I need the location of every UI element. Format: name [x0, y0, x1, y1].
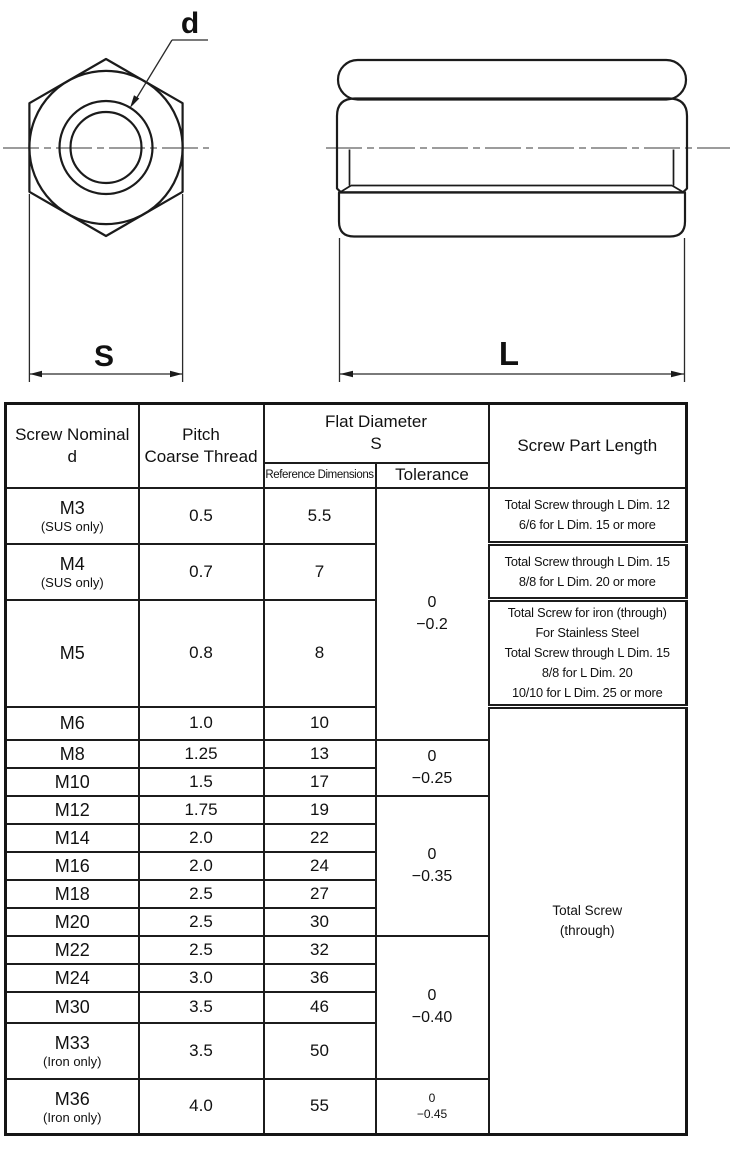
- inscribed-chamfer-circle: [29, 71, 182, 224]
- header-flat-diameter-line1: Flat Diameter: [324, 412, 428, 432]
- header-reference-dimensions: Reference Dimensions: [264, 463, 376, 488]
- cell-tolerance-group-5: 0 −0.45: [376, 1079, 489, 1135]
- cell-ref-dim: 32: [264, 936, 376, 964]
- cell-ref-dim: 22: [264, 824, 376, 852]
- cell-ref-dim: 46: [264, 992, 376, 1023]
- table-row: [6, 600, 687, 707]
- s-arrowhead-left: [30, 371, 42, 378]
- l-arrowhead-right: [671, 371, 684, 378]
- cell-tolerance-group-2: 0 −0.25: [376, 740, 489, 796]
- cell-part-length-m3: Total Screw through L Dim. 12 6/6 for L Dim. 15 or more: [489, 488, 687, 544]
- header-pitch-line2: Coarse Thread: [144, 446, 258, 466]
- cell-pitch: 4.0: [139, 1079, 264, 1135]
- width-across-flats-label: S: [93, 340, 115, 373]
- header-pitch-line1: Pitch: [182, 424, 220, 444]
- header-screw-part-length: Screw Part Length: [489, 404, 687, 488]
- cell-name: M24: [6, 964, 139, 992]
- table-row: [6, 707, 687, 740]
- header-screw-nominal: [6, 404, 139, 488]
- cell-ref-dim: 17: [264, 768, 376, 796]
- cell-ref-dim: 8: [264, 600, 376, 707]
- cell-pitch: 0.5: [139, 488, 264, 544]
- cell-name: M14: [6, 824, 139, 852]
- hexagon-outline: [29, 59, 182, 236]
- cell-name: M30: [6, 992, 139, 1023]
- cell-pitch: 2.5: [139, 936, 264, 964]
- cell-pitch: 2.5: [139, 908, 264, 936]
- cell-name: M8: [6, 740, 139, 768]
- cell-name: M6: [6, 707, 139, 740]
- cell-ref-dim: 5.5: [264, 488, 376, 544]
- header-screw-nominal-line1: Screw Nominal: [15, 424, 130, 444]
- cell-pitch: 1.5: [139, 768, 264, 796]
- cell-ref-dim: 30: [264, 908, 376, 936]
- cell-name: M3 (SUS only): [6, 488, 139, 544]
- cell-pitch: 3.5: [139, 992, 264, 1023]
- cell-tolerance-group-3: 0 −0.35: [376, 796, 489, 936]
- side-view-bottom-face: [339, 193, 685, 237]
- technical-drawing: [0, 0, 731, 396]
- cell-name: M5: [6, 600, 139, 707]
- cell-part-length-merged: Total Screw (through): [489, 707, 687, 1135]
- cell-name: M33 (Iron only): [6, 1023, 139, 1079]
- cell-name: M36 (Iron only): [6, 1079, 139, 1135]
- header-flat-diameter: [264, 404, 489, 463]
- cell-ref-dim: 7: [264, 544, 376, 600]
- d-leader-arrowhead: [130, 95, 139, 108]
- cell-ref-dim: 50: [264, 1023, 376, 1079]
- chamfer-diagonal-right: [672, 186, 683, 193]
- cell-name: M4 (SUS only): [6, 544, 139, 600]
- cell-tolerance-group-1: 0 −0.2: [376, 488, 489, 740]
- cell-pitch: 3.0: [139, 964, 264, 992]
- side-view-middle-face: [337, 99, 687, 193]
- cell-ref-dim: 13: [264, 740, 376, 768]
- l-arrowhead-left: [340, 371, 353, 378]
- spec-table: [4, 402, 688, 1136]
- cell-ref-dim: 27: [264, 880, 376, 908]
- table-row: [6, 544, 687, 600]
- cell-ref-dim: 36: [264, 964, 376, 992]
- s-arrowhead-right: [170, 371, 182, 378]
- cell-name: M18: [6, 880, 139, 908]
- cell-ref-dim: 19: [264, 796, 376, 824]
- hole-diameter-label: d: [180, 7, 200, 40]
- header-flat-diameter-line2: S: [370, 434, 382, 454]
- chamfer-diagonal-left: [341, 186, 352, 193]
- table-row: [6, 488, 687, 544]
- cell-pitch: 0.8: [139, 600, 264, 707]
- cell-pitch: 2.0: [139, 852, 264, 880]
- cell-name: M12: [6, 796, 139, 824]
- cell-pitch: 3.5: [139, 1023, 264, 1079]
- cell-pitch: 0.7: [139, 544, 264, 600]
- cell-ref-dim: 55: [264, 1079, 376, 1135]
- cell-pitch: 2.5: [139, 880, 264, 908]
- cell-pitch: 2.0: [139, 824, 264, 852]
- length-label: L: [498, 335, 520, 372]
- header-pitch: [139, 404, 264, 488]
- side-view-top-face: [338, 60, 686, 100]
- cell-ref-dim: 24: [264, 852, 376, 880]
- cell-pitch: 1.75: [139, 796, 264, 824]
- cell-name: M22: [6, 936, 139, 964]
- cell-part-length-m4: Total Screw through L Dim. 15 8/8 for L Dim. 20 or more: [489, 544, 687, 600]
- cell-pitch: 1.25: [139, 740, 264, 768]
- header-screw-nominal-line2: d: [67, 446, 77, 466]
- cell-name: M10: [6, 768, 139, 796]
- cell-tolerance-group-4: 0 −0.40: [376, 936, 489, 1079]
- cell-pitch: 1.0: [139, 707, 264, 740]
- cell-name: M16: [6, 852, 139, 880]
- cell-part-length-m5: Total Screw for iron (through) For Stainless Steel Total Screw through L Dim. 15 8/8 for L Dim. 20 10/10 for L Dim. 25 or more: [489, 600, 687, 707]
- header-tolerance: Tolerance: [376, 463, 489, 488]
- cell-name: M20: [6, 908, 139, 936]
- cell-ref-dim: 10: [264, 707, 376, 740]
